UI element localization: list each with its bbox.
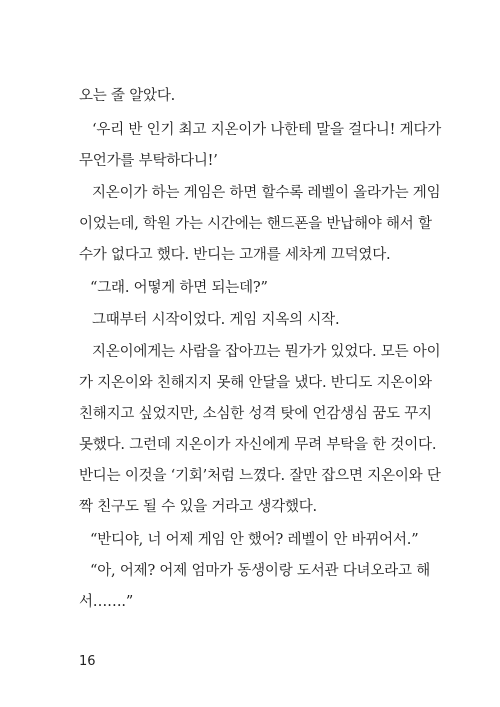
text-line: 오는 줄 알았다. xyxy=(79,88,176,104)
text-line: 이었는데, 학원 가는 시간에는 핸드폰을 반납해야 해서 할 xyxy=(79,216,432,232)
text-line: 못했다. 그런데 지온이가 자신에게 무려 부탁을 한 것이다. xyxy=(79,437,437,453)
text-line: “그래. 어떻게 하면 되는데?” xyxy=(90,280,268,296)
text-line: ‘우리 반 인기 최고 지온이가 나한테 말을 걸다니! 게다가 xyxy=(92,122,442,138)
text-line: 무언가를 부탁하다니!’ xyxy=(79,153,218,169)
text-line: 친해지고 싶었지만, 소심한 성격 탓에 언감생심 꿈도 꾸지 xyxy=(79,406,432,422)
text-line: “아, 어제? 어제 엄마가 동생이랑 도서관 다녀오라고 해 xyxy=(90,563,431,579)
text-line: 그때부터 시작이었다. 게임 지옥의 시작. xyxy=(92,312,340,328)
text-line: 반디는 이것을 ‘기회’처럼 느꼈다. 잘만 잡으면 지온이와 단 xyxy=(79,468,441,484)
text-line: 서…….” xyxy=(79,594,134,610)
text-line: “반디야, 너 어제 게임 안 했어? 레벨이 안 바뀌어서.” xyxy=(90,532,419,548)
text-line: 지온이에게는 사람을 잡아끄는 뭔가가 있었다. 모든 아이 xyxy=(92,344,441,360)
text-line: 짝 친구도 될 수 있을 거라고 생각했다. xyxy=(79,499,317,515)
page-number: 16 xyxy=(79,654,96,669)
text-line: 수가 없다고 했다. 반디는 고개를 세차게 끄덕였다. xyxy=(79,247,391,263)
text-line: 지온이가 하는 게임은 하면 할수록 레벨이 올라가는 게임 xyxy=(92,185,441,201)
text-line: 가 지온이와 친해지지 못해 안달을 냈다. 반디도 지온이와 xyxy=(79,375,432,391)
